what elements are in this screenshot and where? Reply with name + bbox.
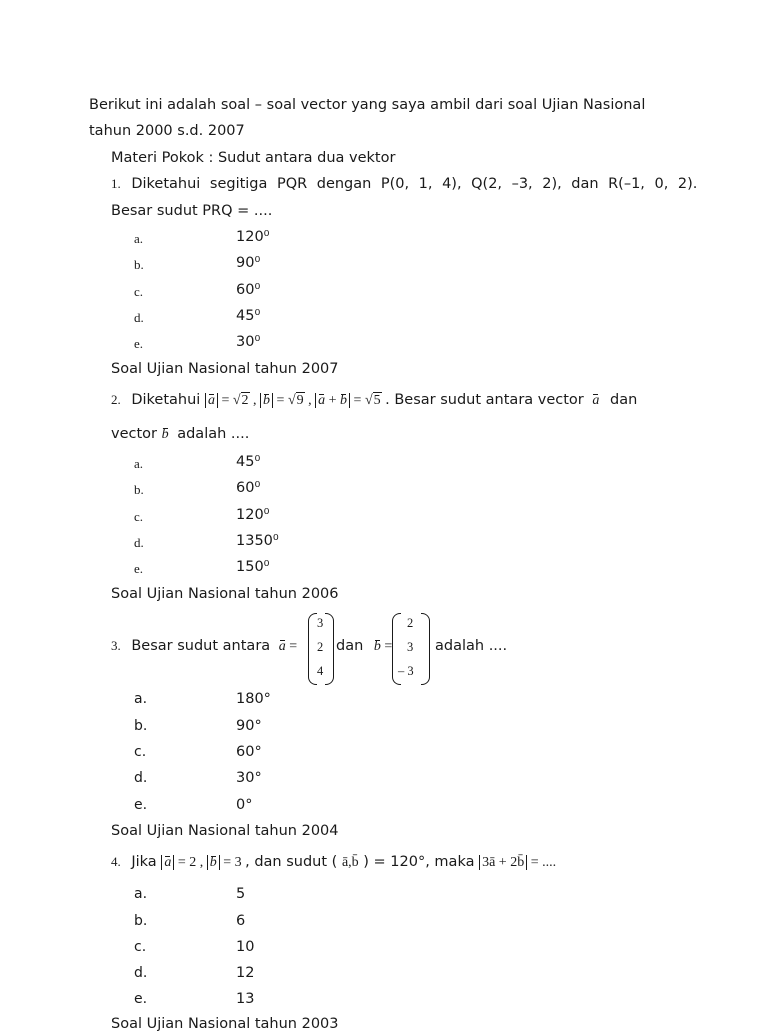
materi-pokok: Materi Pokok : Sudut antara dua vektor xyxy=(111,150,396,166)
option-label: a. xyxy=(134,886,148,902)
formula-abs-a-plus-b: a + b = √5 xyxy=(315,393,385,408)
vector-a-symbol: a = xyxy=(278,639,298,654)
formula-abs-a: a = √2 , xyxy=(205,393,260,408)
option-label: e. xyxy=(134,561,144,576)
option-label: a. xyxy=(134,456,144,471)
source-2007: Soal Ujian Nasional tahun 2007 xyxy=(111,361,339,377)
option-label: a. xyxy=(134,691,148,707)
source-2006: Soal Ujian Nasional tahun 2006 xyxy=(111,586,339,602)
matrix-cell: 3 xyxy=(317,616,324,630)
option-value: 45⁰ xyxy=(236,308,261,324)
vector-a-matrix xyxy=(308,613,334,683)
option-value: 60⁰ xyxy=(236,282,261,298)
question-3 xyxy=(111,638,297,655)
question-text: Diketahui segitiga PQR dengan P(0, 1, 4), Q(2, –3, 2), dan R(–1, 0, 2). xyxy=(131,176,698,192)
option-label: d. xyxy=(134,310,144,325)
option-label: b. xyxy=(134,913,148,929)
vector-b-matrix xyxy=(392,613,430,683)
option-value: 30° xyxy=(236,770,262,786)
option-label: e. xyxy=(134,336,144,351)
source-cutoff: Soal Ujian Nasional tahun 2003 xyxy=(111,1016,339,1032)
option-label: b. xyxy=(134,482,144,497)
question-text-dan: dan xyxy=(336,638,364,654)
question-1 xyxy=(111,176,697,192)
option-value: 90⁰ xyxy=(236,255,261,271)
angle-expression: ā,b̄ xyxy=(341,855,359,870)
question-text-mid: . Besar sudut antara vector xyxy=(385,392,584,408)
intro-line-1: Berikut ini adalah soal – soal vector yang saya ambil dari soal Ujian Nasional xyxy=(89,97,646,113)
matrix-cell: 3 xyxy=(407,640,414,654)
option-value: 5 xyxy=(236,886,246,902)
option-value: 6 xyxy=(236,913,246,929)
question-number: 4. xyxy=(111,854,121,869)
matrix-cell: 4 xyxy=(317,664,324,678)
question-text: vector xyxy=(111,426,157,442)
formula-abs-b: b = √9 , xyxy=(260,393,315,408)
option-label: c. xyxy=(134,744,147,760)
formula-abs-b: b = 3 xyxy=(207,855,245,870)
option-label: d. xyxy=(134,965,148,981)
question-3-mid xyxy=(336,638,392,655)
option-value: 90° xyxy=(236,718,262,734)
question-4 xyxy=(111,854,556,871)
option-label: d. xyxy=(134,770,148,786)
formula-abs-a: a = 2 , xyxy=(161,855,206,870)
option-value: 120⁰ xyxy=(236,507,270,523)
option-value: 0° xyxy=(236,797,253,813)
option-value: 10 xyxy=(236,939,255,955)
question-text: Jika xyxy=(131,854,157,870)
option-label: c. xyxy=(134,284,144,299)
option-value: 12 xyxy=(236,965,255,981)
matrix-cell: – 3 xyxy=(398,664,414,678)
matrix-cell: 2 xyxy=(317,640,324,654)
matrix-cell: 2 xyxy=(407,616,414,630)
option-value: 120⁰ xyxy=(236,229,270,245)
vector-b-symbol: b = xyxy=(373,639,393,654)
option-value: 150⁰ xyxy=(236,559,270,575)
vector-a-symbol: a xyxy=(592,393,600,408)
option-value: 30⁰ xyxy=(236,334,261,350)
question-text: Diketahui xyxy=(131,392,201,408)
source-2004: Soal Ujian Nasional tahun 2004 xyxy=(111,823,339,839)
option-label: c. xyxy=(134,939,147,955)
question-text-mid-2: ) = 120°, maka xyxy=(363,854,475,870)
option-value: 13 xyxy=(236,991,255,1007)
option-label: e. xyxy=(134,991,148,1007)
option-value: 45⁰ xyxy=(236,454,261,470)
formula-abs-expression: 3ā + 2b̄ = .... xyxy=(479,855,556,870)
question-text-dan: dan xyxy=(609,392,638,408)
option-label: a. xyxy=(134,231,144,246)
question-text: adalah .... xyxy=(177,426,250,442)
question-number: 3. xyxy=(111,638,121,653)
question-text: Besar sudut antara xyxy=(131,638,271,654)
option-value: 60° xyxy=(236,744,262,760)
intro-line-2: tahun 2000 s.d. 2007 xyxy=(89,123,245,139)
option-value: 60⁰ xyxy=(236,480,261,496)
question-1-line-2: Besar sudut PRQ = .... xyxy=(111,203,273,219)
question-number: 2. xyxy=(111,392,121,407)
option-value: 1350⁰ xyxy=(236,533,279,549)
question-2 xyxy=(111,392,637,409)
vector-b-symbol: b xyxy=(161,427,169,442)
option-label: b. xyxy=(134,257,144,272)
question-text-mid: , dan sudut ( xyxy=(245,854,338,870)
option-label: d. xyxy=(134,535,144,550)
option-value: 180° xyxy=(236,691,271,707)
question-number: 1. xyxy=(111,176,121,191)
option-label: e. xyxy=(134,797,148,813)
option-label: c. xyxy=(134,509,144,524)
question-2-line-2 xyxy=(111,426,249,443)
option-label: b. xyxy=(134,718,148,734)
question-3-tail: adalah .... xyxy=(435,638,508,654)
